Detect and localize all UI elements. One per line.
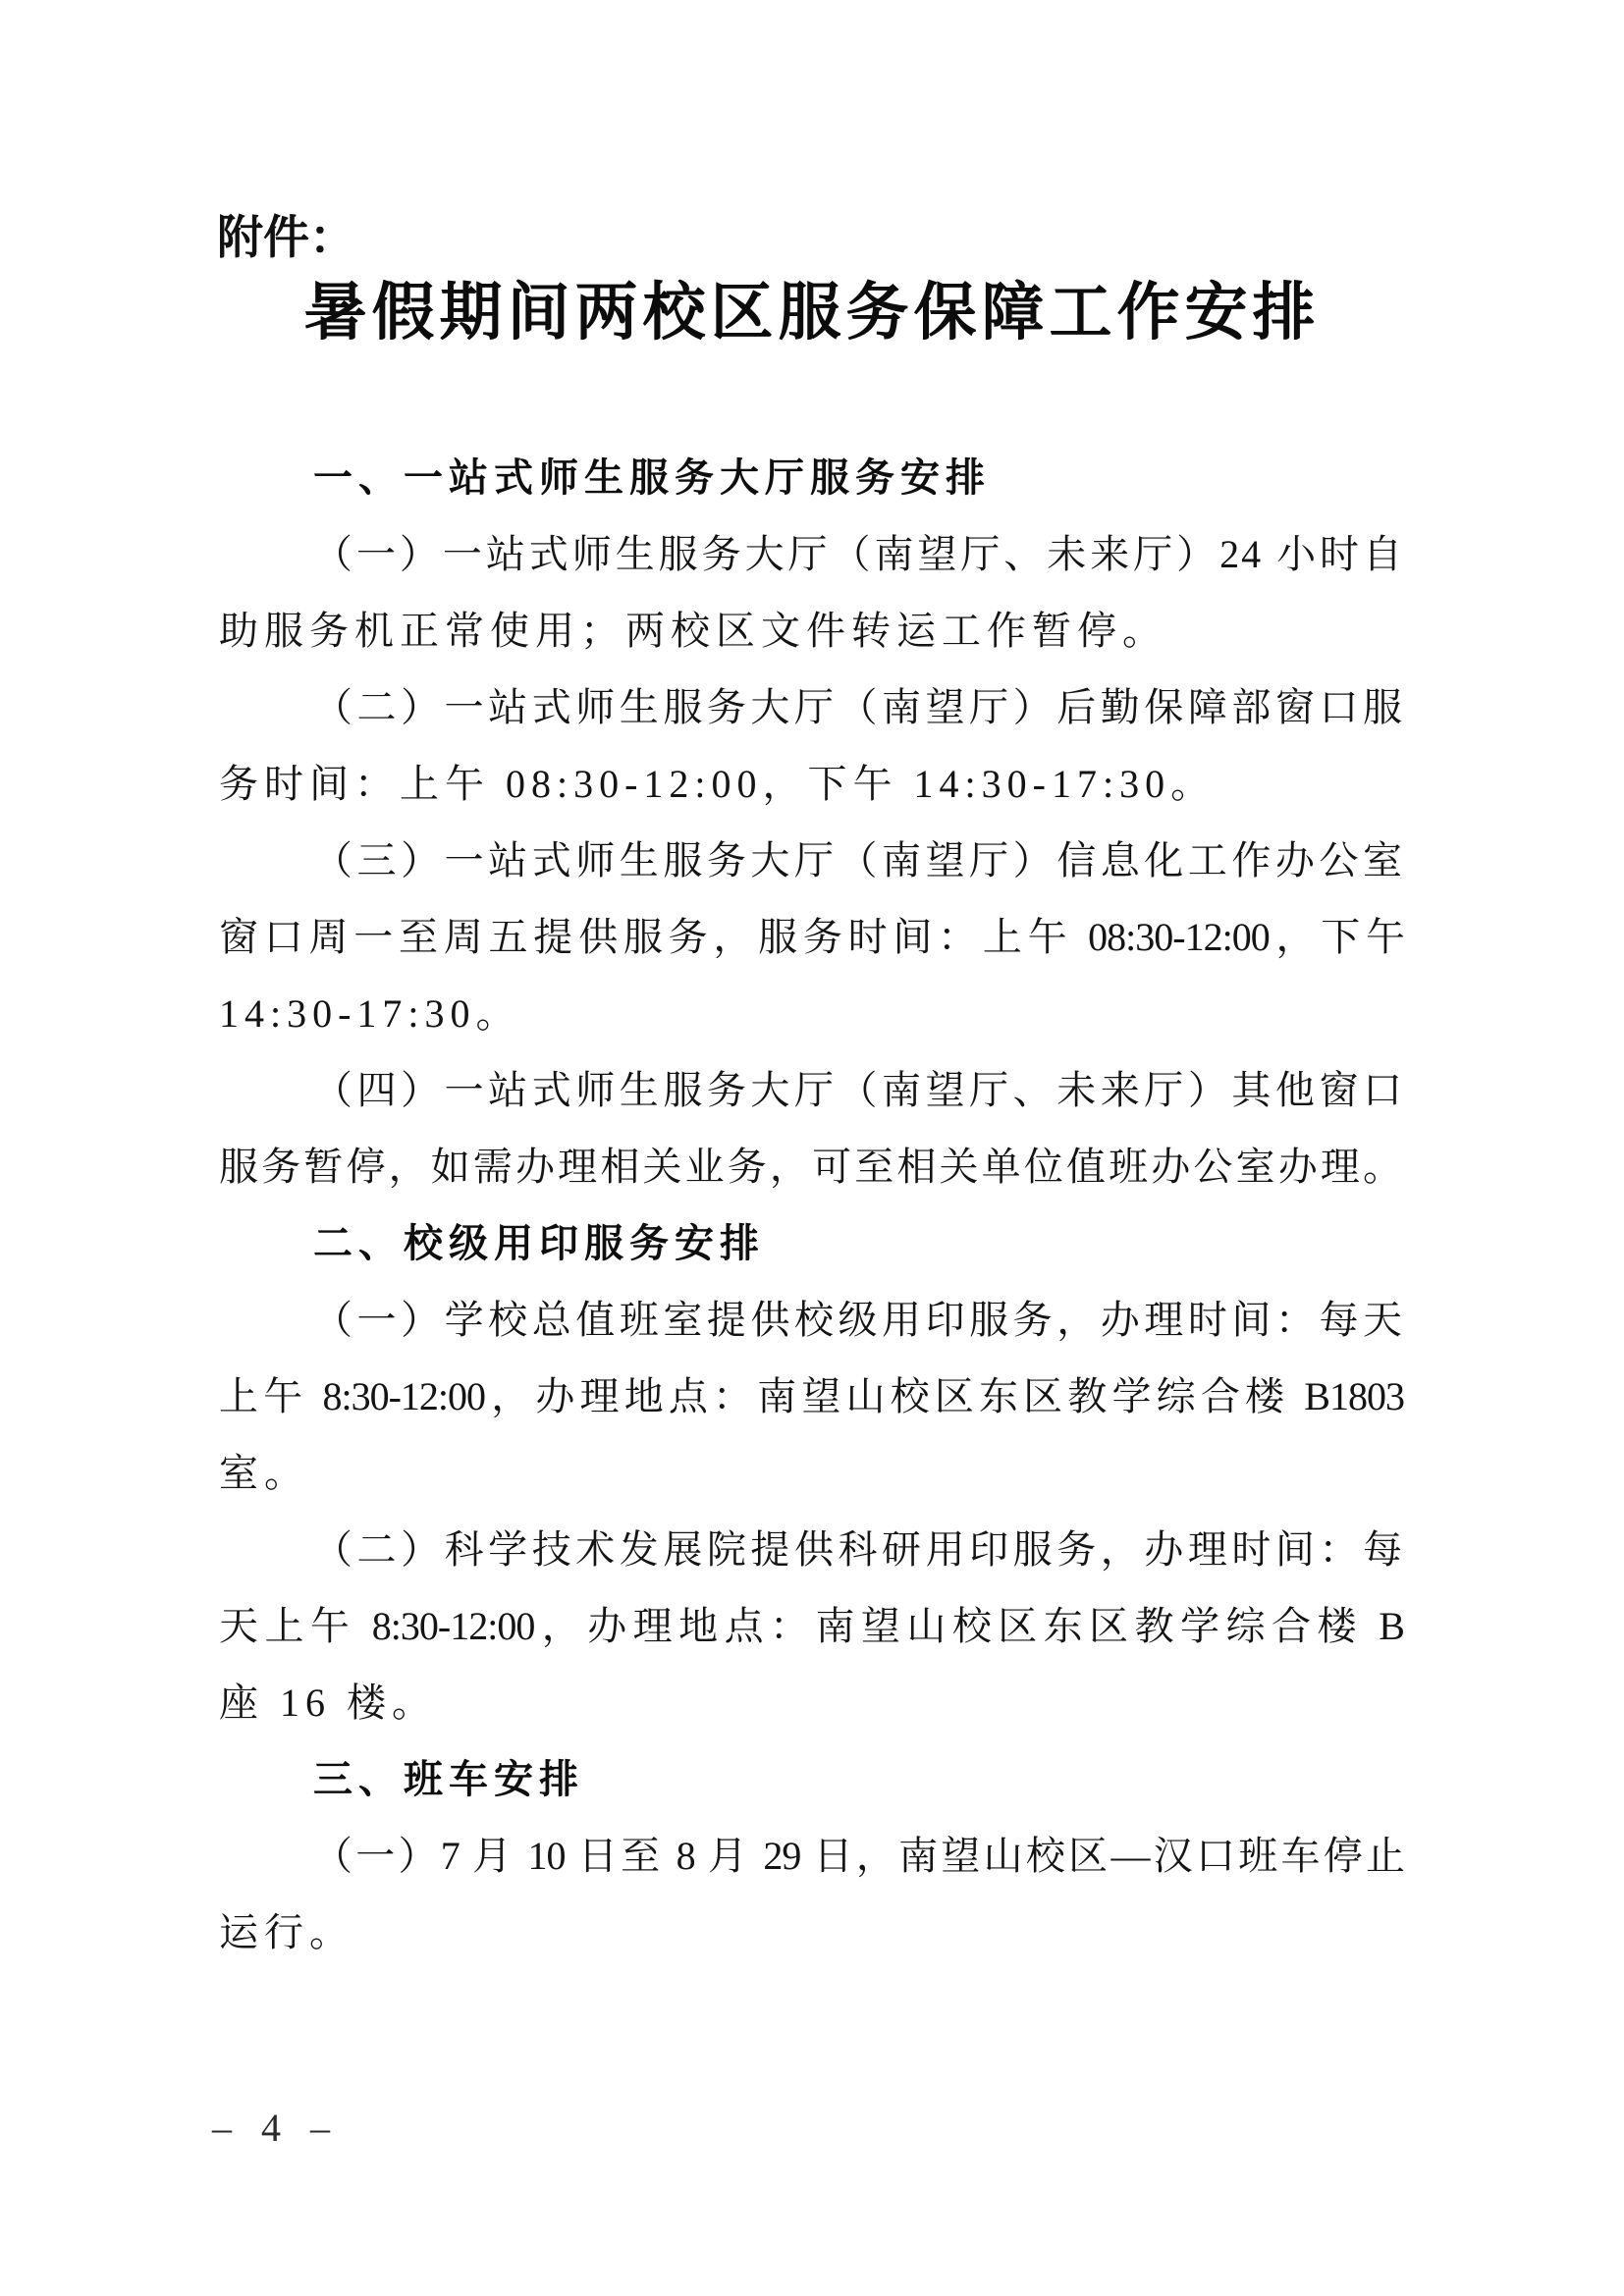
paragraph-line: 室。 — [219, 1451, 309, 1495]
paragraph-line: （二）一站式师生服务大厅（南望厅）后勤保障部窗口服 — [313, 685, 1404, 729]
paragraph-line: 窗口周一至周五提供服务，服务时间：上午 08:30-12:00，下午 — [219, 915, 1404, 959]
paragraph-line: 助服务机正常使用；两校区文件转运工作暂停。 — [219, 609, 1167, 653]
document-title: 暑假期间两校区服务保障工作安排 — [303, 278, 1321, 347]
page-number: – 4 – — [212, 2106, 340, 2150]
paragraph-line: 务时间：上午 08:30-12:00，下午 14:30-17:30。 — [219, 762, 1217, 806]
paragraph-line: （一）一站式师生服务大厅（南望厅、未来厅）24 小时自 — [313, 532, 1404, 576]
paragraph-line: 服务暂停，如需办理相关业务，可至相关单位值班办公室办理。 — [219, 1145, 1404, 1189]
paragraph-line: （四）一站式师生服务大厅（南望厅、未来厅）其他窗口 — [313, 1068, 1404, 1112]
paragraph-line: 天上午 8:30-12:00，办理地点：南望山校区东区教学综合楼 B — [219, 1604, 1404, 1648]
paragraph-line: 14:30-17:30。 — [219, 991, 521, 1036]
section-2-heading: 二、校级用印服务安排 — [313, 1222, 765, 1265]
paragraph-line: （三）一站式师生服务大厅（南望厅）信息化工作办公室 — [313, 838, 1404, 882]
paragraph-line: 座 16 楼。 — [219, 1681, 437, 1725]
section-3-heading: 三、班车安排 — [313, 1758, 584, 1801]
paragraph-line: （二）科学技术发展院提供科研用印服务，办理时间：每 — [313, 1527, 1404, 1572]
section-1-heading: 一、一站式师生服务大厅服务安排 — [313, 456, 991, 500]
attachment-label: 附件： — [217, 211, 355, 263]
paragraph-line: （一）学校总值班室提供校级用印服务，办理时间：每天 — [313, 1298, 1404, 1342]
paragraph-line: 运行。 — [219, 1910, 354, 1954]
paragraph-line: （一）7 月 10 日至 8 月 29 日，南望山校区—汉口班车停止 — [313, 1834, 1404, 1878]
document-body — [219, 440, 1404, 1971]
paragraph-line: 上午 8:30-12:00，办理地点：南望山校区东区教学综合楼 B1803 — [219, 1374, 1404, 1418]
